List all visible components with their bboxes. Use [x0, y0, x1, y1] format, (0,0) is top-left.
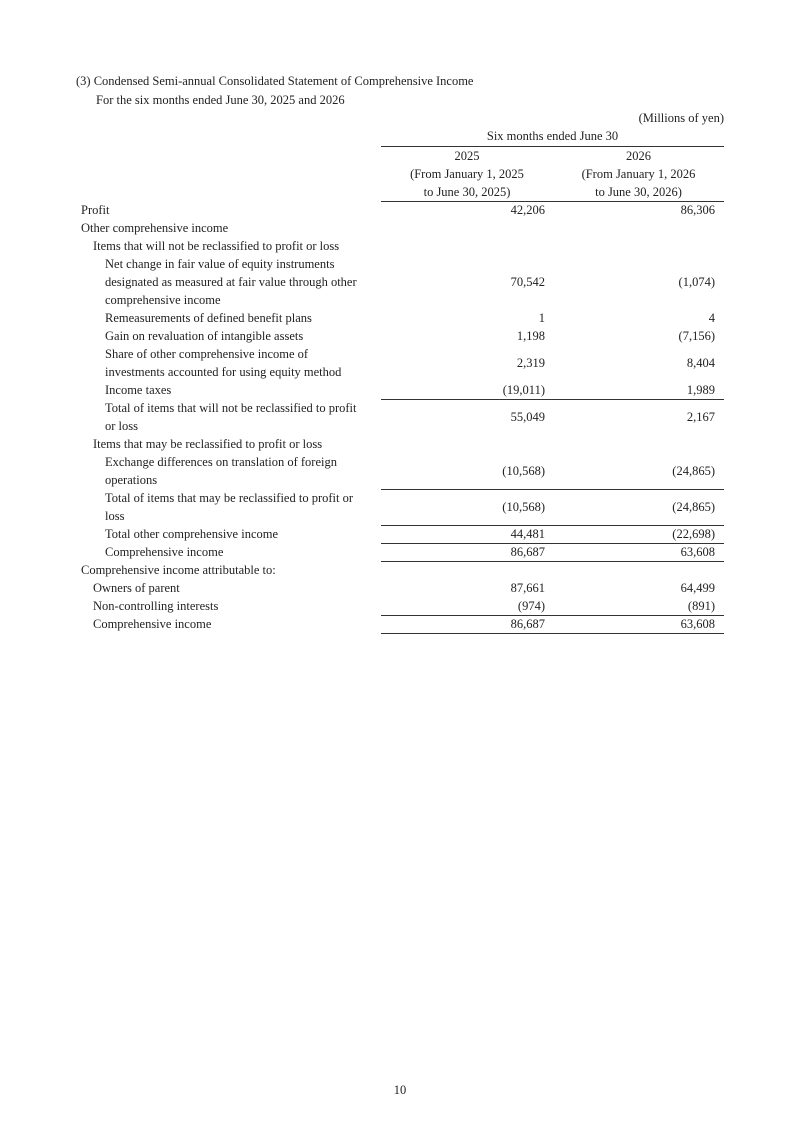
table-row: [0, 435, 800, 453]
row-label: [105, 453, 337, 489]
value-2025: 42,206: [510, 203, 545, 217]
table-row: [0, 597, 800, 615]
value-2025: 2,319: [516, 356, 545, 370]
column-to: to June 30, 2025): [423, 185, 511, 199]
row-label-line: operations: [105, 473, 158, 487]
row-label: [81, 561, 276, 579]
row-label-line: Total of items that may be reclassified to profit or: [105, 491, 354, 505]
table-row: [0, 219, 800, 237]
row-label: [105, 309, 312, 327]
row-label: [105, 399, 357, 435]
value-2026: (24,865): [672, 464, 715, 478]
table-row: [0, 543, 800, 561]
table-row: [0, 453, 800, 489]
value-2025: 70,542: [510, 275, 545, 289]
table-row: [0, 489, 800, 525]
row-label-line: Remeasurements of defined benefit plans: [105, 311, 312, 325]
value-2026: 2,167: [686, 410, 715, 424]
value-2025: 86,687: [510, 617, 545, 631]
column-year: 2026: [626, 149, 651, 163]
value-2026: 63,608: [680, 545, 715, 559]
row-label-line: loss: [105, 509, 125, 523]
value-2025: 87,661: [510, 581, 545, 595]
statement-subtitle: For the six months ended June 30, 2025 and 2026: [96, 93, 345, 107]
row-label-line: Non-controlling interests: [93, 599, 219, 613]
row-label: [105, 525, 278, 543]
row-label: [93, 615, 211, 633]
value-2026: (1,074): [678, 275, 715, 289]
row-label: [93, 597, 218, 615]
row-label-line: Items that will not be reclassified to profit or loss: [93, 239, 340, 253]
column-header-2025: [381, 147, 553, 201]
row-label-line: Total of items that will not be reclassified to profit: [105, 401, 357, 415]
row-label: [81, 201, 109, 219]
value-2026: (22,698): [672, 527, 715, 541]
table-row: [0, 381, 800, 399]
value-2025: 1: [538, 311, 545, 325]
table-row: [0, 345, 800, 381]
value-2026: 64,499: [680, 581, 715, 595]
value-2026: 63,608: [680, 617, 715, 631]
period-header: Six months ended June 30: [486, 129, 619, 143]
row-label-line: Exchange differences on translation of foreign: [105, 455, 337, 469]
table-row: [0, 615, 800, 633]
row-label-line: or loss: [105, 419, 138, 433]
table-row: [0, 201, 800, 219]
column-to: to June 30, 2026): [595, 185, 682, 199]
table-row: [0, 255, 800, 309]
value-2025: 55,049: [510, 410, 545, 424]
statement-title: (3) Condensed Semi-annual Consolidated Statement of Comprehensive Income: [76, 74, 474, 88]
value-2026: 1,989: [686, 383, 715, 397]
row-label-line: Total other comprehensive income: [105, 527, 279, 541]
value-2026: 86,306: [680, 203, 715, 217]
row-label-line: Share of other comprehensive income of: [105, 347, 309, 361]
row-label-line: Net change in fair value of equity instruments: [105, 257, 335, 271]
row-label: [105, 345, 341, 381]
value-2026: 8,404: [686, 356, 715, 370]
row-label-line: Gain on revaluation of intangible assets: [105, 329, 304, 343]
row-label-line: Items that may be reclassified to profit or loss: [93, 437, 323, 451]
row-label-line: Comprehensive income attributable to:: [81, 563, 276, 577]
row-label: [81, 219, 228, 237]
row-label: [105, 255, 357, 309]
value-2026: (7,156): [678, 329, 715, 343]
row-label: [105, 489, 353, 525]
table-row: [0, 579, 800, 597]
value-2025: (10,568): [502, 464, 545, 478]
value-2025: (19,011): [502, 383, 545, 397]
row-label-line: investments accounted for using equity method: [105, 365, 342, 379]
table-row: [0, 327, 800, 345]
row-label: [93, 237, 339, 255]
row-label-line: comprehensive income: [105, 293, 221, 307]
row-label-line: Comprehensive income: [93, 617, 212, 631]
table-row: [0, 309, 800, 327]
row-label: [93, 579, 180, 597]
value-2025: 86,687: [510, 545, 545, 559]
row-label-line: Other comprehensive income: [81, 221, 229, 235]
value-2025: 44,481: [510, 527, 545, 541]
column-year: 2025: [454, 149, 480, 163]
column-from: (From January 1, 2025: [410, 167, 524, 181]
table-row: [0, 525, 800, 543]
row-label: [93, 435, 322, 453]
unit-label: (Millions of yen): [638, 111, 724, 125]
bottom-rule: [381, 633, 724, 634]
row-label-line: Income taxes: [105, 383, 172, 397]
value-2025: 1,198: [516, 329, 545, 343]
value-2026: (891): [687, 599, 715, 613]
table-row: [0, 561, 800, 579]
row-label-line: designated as measured at fair value through other: [105, 275, 357, 289]
row-label-line: Profit: [81, 203, 110, 217]
row-label: [105, 543, 223, 561]
page-number: 10: [393, 1083, 407, 1097]
statement-table: [0, 201, 800, 634]
value-2025: (974): [517, 599, 545, 613]
table-row: [0, 237, 800, 255]
row-label-line: Owners of parent: [93, 581, 180, 595]
row-label: [105, 327, 303, 345]
column-from: (From January 1, 2026: [581, 167, 696, 181]
row-label-line: Comprehensive income: [105, 545, 224, 559]
value-2026: (24,865): [672, 500, 715, 514]
column-header-2026: [553, 147, 724, 201]
value-2025: (10,568): [502, 500, 545, 514]
table-row: [0, 399, 800, 435]
value-2026: 4: [708, 311, 715, 325]
row-label: [105, 381, 171, 399]
